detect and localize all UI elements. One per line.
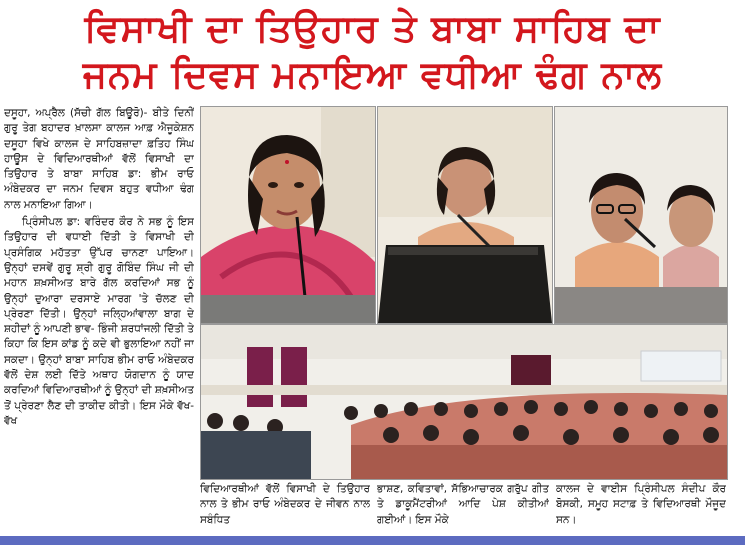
photo-student-speakers-illustration <box>555 107 727 323</box>
article-bottom-column-1: ਵਿਦਿਆਰਥੀਆਂ ਵੱਲੋਂ ਵਿਸਾਖੀ ਦੇ ਤਿਉਹਾਰ ਨਾਲ ਤੇ ਭੀਮ ਰਾਓ ਅੰਬੇਦਕਰ ਦੇ ਜੀਵਨ ਨਾਲ ਸਬੰਧਿਤ <box>200 483 370 526</box>
headline-line-2: ਜਨਮ ਦਿਵਸ ਮਨਾਇਆ ਵਧੀਆ ਢੰਗ ਨਾਲ <box>82 53 663 96</box>
photo-speaker-principal-illustration <box>201 107 375 323</box>
article-paragraph-1: ਦਸੂਹਾ, ਅਪ੍ਰੈਲ (ਸੱਚੀ ਗੱਲ ਬਿਊਰੋ)- ਬੀਤੇ ਦਿਨੀਂ ਗੁਰੂ ਤੇਗ ਬਹਾਦਰ ਖ਼ਾਲਸਾ ਕਾਲਜ ਆਫ਼ ਐਜੂਕੇਸ਼ਨ ਦਸੂਹਾ ਵਿਖੇ ਕਾਲਜ ਦੇ ਸਾਹਿਬਜ਼ਾਦਾ ਫ਼ਤਿਹ ਸਿੰਘ ਹਾਊਸ ਦੇ ਵਿਦਿਆਰਥੀਆਂ ਵੱਲੋਂ ਵਿਸਾਖੀ ਦਾ ਤਿਉਹਾਰ ਤੇ ਬਾਬਾ ਸਾਹਿਬ ਡਾ: ਭੀਮ ਰਾਓ ਅੰਬੇਦਕਰ ਦਾ ਜਨਮ ਦਿਵਸ ਬਹੁਤ ਵਧੀਆ ਢੰਗ ਨਾਲ ਮਨਾਇਆ ਗਿਆ। <box>4 107 194 211</box>
article-paragraph-2: ਪ੍ਰਿੰਸੀਪਲ ਡਾ: ਵਰਿੰਦਰ ਕੌਰ ਨੇ ਸਭ ਨੂੰ ਇਸ ਤਿਉਹਾਰ ਦੀ ਵਧਾਈ ਦਿੱਤੀ ਤੇ ਵਿਸਾਖੀ ਦੀ ਪ੍ਰਸੰਗਿਕ ਮਹੱਤਤਾ ਉੱਪਰ ਚਾਨਣਾ ਪਾਇਆ। ਉਨ੍ਹਾਂ ਦਸਵੇਂ ਗੁਰੂ ਸ਼੍ਰੀ ਗੁਰੂ ਗੋਬਿੰਦ ਸਿੰਘ ਜੀ ਦੀ ਮਹਾਨ ਸ਼ਖ਼ਸੀਅਤ ਬਾਰੇ ਗੱਲ ਕਰਦਿਆਂ ਸਭ ਨੂੰ ਉਨ੍ਹਾਂ ਦੁਆਰਾ ਦਰਸਾਏ ਮਾਰਗ 'ਤੇ ਚੱਲਣ ਦੀ ਪ੍ਰੇਰਣਾ ਦਿੱਤੀ। ਉਨ੍ਹਾਂ ਜਲ੍ਹਿਆਂਵਾਲਾ ਬਾਗ ਦੇ ਸ਼ਹੀਦਾਂ ਨੂੰ ਆਪਣੀ ਭਾਵ- ਭਿੰਜੀ ਸ਼ਰਧਾਂਜਲੀ ਦਿੱਤੀ ਤੇ ਕਿਹਾ ਕਿ ਇਸ ਕਾਂਡ ਨੂੰ ਕਦੇ ਵੀ ਭੁਲਾਇਆ ਨਹੀਂ ਜਾ ਸਕਦਾ। ਉਨ੍ਹਾਂ ਬਾਬਾ ਸਾਹਿਬ ਭੀਮ ਰਾਓ ਅੰਬੇਦਕਰ ਵੱਲੋਂ ਦੇਸ਼ ਲਈ ਦਿੱਤੇ ਅਥਾਹ ਯੋਗਦਾਨ ਨੂੰ ਯਾਦ ਕਰਦਿਆਂ ਵਿਦਿਆਰਥੀਆਂ ਨੂੰ ਉਨ੍ਹਾਂ ਦੀ ਸ਼ਖ਼ਸੀਅਤ ਤੋਂ ਪ੍ਰੇਰਣਾ ਲੈਣ ਦੀ ਤਾਕੀਦ ਕੀਤੀ। ਇਸ ਮੌਕੇ ਵੱਖ- ਵੱਖ <box>4 216 194 427</box>
headline <box>0 0 745 104</box>
photo-audience-hall <box>200 324 728 480</box>
photo-speaker-podium <box>377 106 553 324</box>
article-bottom-column-2: ਭਾਸ਼ਣ, ਕਵਿਤਾਵਾਂ, ਸੱਭਿਆਚਾਰਕ ਗਰੁੱਪ ਗੀਤ ਤੇ ਡਾਕੂਮੈਂਟਰੀਆਂ ਆਦਿ ਪੇਸ਼ ਕੀਤੀਆਂ ਗਈਆਂ। ਇਸ ਮੌਕੇ <box>377 483 549 526</box>
article-column-left <box>4 106 194 536</box>
photo-audience-hall-illustration <box>201 325 727 479</box>
page-bottom-bar <box>0 536 745 545</box>
photo-student-speakers <box>554 106 728 324</box>
photo-speaker-podium-illustration <box>378 107 552 323</box>
article-bottom-column-3: ਕਾਲਜ ਦੇ ਵਾਈਸ ਪ੍ਰਿੰਸੀਪਲ ਸੰਦੀਪ ਕੌਰ ਬੋਸਕੀ, ਸਮੂਹ ਸਟਾਫ਼ ਤੇ ਵਿਦਿਆਰਥੀ ਮੌਜੂਦ ਸਨ। <box>556 483 726 526</box>
headline-line-1: ਵਿਸਾਖੀ ਦਾ ਤਿਉਹਾਰ ਤੇ ਬਾਬਾ ਸਾਹਿਬ ਦਾ <box>84 7 661 50</box>
photo-speaker-principal <box>200 106 376 324</box>
